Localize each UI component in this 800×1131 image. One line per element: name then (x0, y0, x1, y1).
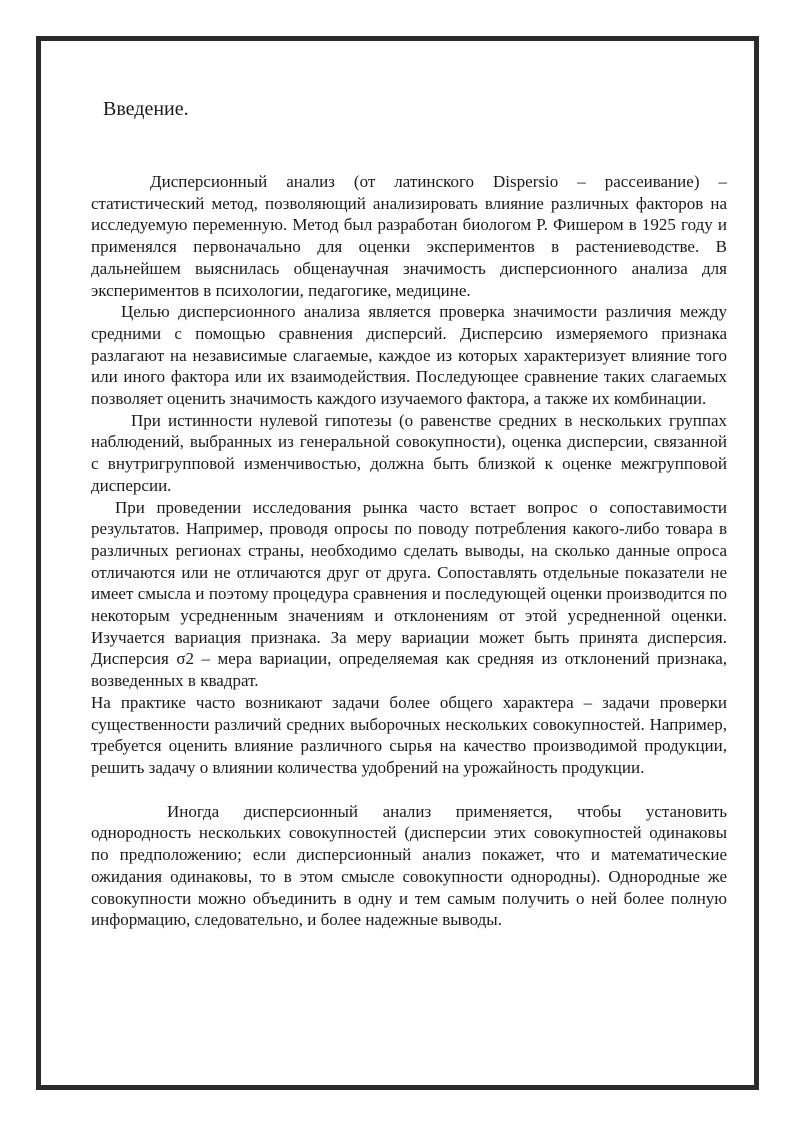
paragraph-market-research: При проведении исследования рынка часто встает вопрос о сопоставимости результатов. Например, проводя опросы по поводу потребления какого-либо товара в различных регионах страны, необходимо сделать выводы, на сколько данные опроса отличаются или не отличаются друг от друга. Сопоставлять отдельные показатели не имеет смысла и поэтому процедура сравнения и последующей оценки производится по некоторым усредненным значениям и отклонениям от этой усредненной оценки. Изучается вариация признака. За меру вариации может быть принята дисперсия. Дисперсия σ2 – мера вариации, определяемая как средняя из отклонений признака, возведенных в квадрат. (91, 497, 727, 691)
paragraph-goal: Целью дисперсионного анализа является проверка значимости различия между средними с помощью сравнения дисперсий. Дисперсию измеряемого признака разлагают на независимые слагаемые, каждое из которых характеризует влияние того или иного фактора или их взаимодействия. Последующее сравнение таких слагаемых позволяет оценить значимость каждого изучаемого фактора, а также их комбинации. (91, 302, 727, 409)
paragraph-null-hypothesis: При истинности нулевой гипотезы (о равенстве средних в нескольких группах наблюдений, выбранных из генеральной совокупности), оценка дисперсии, связанной с внутригрупповой изменчивостью, должна быть близкой к оценке межгрупповой дисперсии. (91, 410, 727, 495)
paragraph-intro: Дисперсионный анализ (от латинского Dispersio – рассеивание) – статистический метод, позволяющий анализировать влияние различных факторов на исследуемую переменную. Метод был разработан биологом Р. Фишером в 1925 году и применялся первоначально для оценки экспериментов в растениеводстве. В дальнейшем выяснилась общенаучная значимость дисперсионного анализа для экспериментов в психологии, педагогике, медицине. (91, 172, 727, 300)
document-body (91, 171, 727, 931)
paragraph-practice: На практике часто возникают задачи более общего характера – задачи проверки существенности различий средних выборочных нескольких совокупностей. Например, требуется оценить влияние различного сырья на качество производимой продукции, решить задачу о влиянии количества удобрений на урожайность продукции. (91, 692, 727, 777)
paragraph-homogeneity: Иногда дисперсионный анализ применяется, чтобы установить однородность нескольких совокупностей (дисперсии этих совокупностей одинаковы по предположению; если дисперсионный анализ покажет, что и математические ожидания одинаковы, то в этом смысле совокупности однородны). Однородные же совокупности можно объединить в одну и тем самым получить о ней более полную информацию, следовательно, и более надежные выводы. (91, 801, 727, 930)
page-title: Введение. (103, 98, 189, 120)
